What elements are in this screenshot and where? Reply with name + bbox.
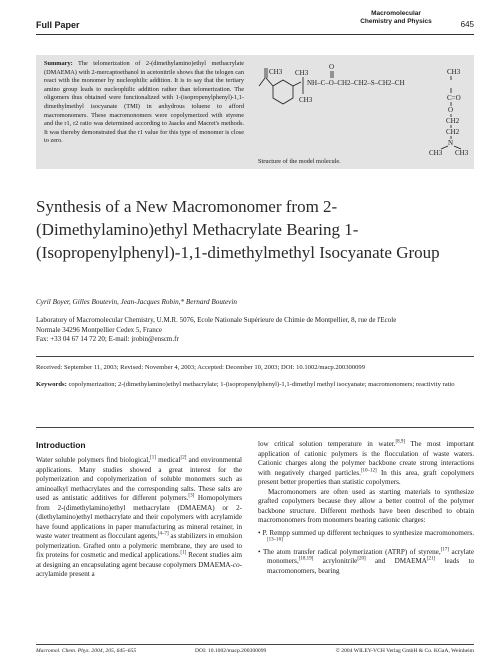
body-column-left: [36, 456, 242, 580]
footer-divider: [36, 644, 474, 645]
keywords: [36, 380, 476, 389]
footer-copyright: © 2004 WILEY-VCH Verlag GmbH & Co. KGaA, Weinheim: [335, 648, 474, 654]
contact-line: Fax: +33 04 67 14 72 20; E-mail: jrobin@enscm.fr: [36, 335, 179, 343]
intro-paragraph-1: Water soluble polymers find biological,[1] medical[2] and environmental applications. Many studies showed a great interest for the polymerization and copolymerization of soluble monomers such as aminoalkyl methacrylates and the corresponding salts. These salts are used as antistatic additives for different polymers.[3] Homopolymers from 2-(dimethylamino)ethyl methacrylate (DMAEMA) or 2-(diethylamino)ethyl methacrylate and their copolymers with acrylamide have found applications in paper manufacturing as mineral retainer, in waste water treatment as flocculant agents,[4–7] as stabilizers in emulsion polymerization. Grafted onto a polymeric membrane, they are used to fix proteins for cosmetic and medical applications.[1] Recent studies aim at designing an encapsulating agent because copolymers DMAEMA-co-acrylamide present a: [36, 455, 243, 578]
divider: [36, 356, 474, 357]
list-item: • The atom transfer radical polymerization (ATRP) of styrene,[17] acrylate monomers,[18,19] acrylonitrile[20] and DMAEMA[21] leads to macromonomers, bearing: [258, 547, 474, 575]
bond: [259, 78, 265, 86]
affiliation: [36, 316, 476, 345]
section-label: Full Paper: [36, 20, 80, 30]
fig-label: N: [448, 139, 454, 147]
model-molecule-figure: [255, 60, 470, 156]
intro-paragraph-2: low critical solution temperature in water.[8,9] The most important application of cationic polymers is the flocculation of waste waters. Cationic charges along the polymer backbone create strong interactions with negatively charged particles.[10–12] In this area, graft copolymers present better properties than statistic copolymers.: [258, 439, 474, 486]
fig-label: CH3: [299, 96, 313, 104]
fig-label: CH2: [446, 128, 460, 136]
fig-label: CH3: [455, 149, 469, 156]
fig-label: O: [329, 63, 335, 71]
journal-name-line1: Macromolecular: [371, 10, 421, 17]
summary-text: [44, 60, 244, 146]
affiliation-line: Laboratory of Macromolecular Chemistry, U.M.R. 5076, Ecole Nationale Supérieure de Chimie de Montpellier, 8, rue de l'Ecole: [36, 316, 397, 324]
authors: Cyril Boyer, Gilles Boutevin, Jean-Jacques Robin,* Bernard Boutevin: [36, 298, 237, 306]
footer-doi: DOI: 10.1002/macp.200300099: [195, 648, 267, 654]
journal-name-line2: Chemistry and Physics: [360, 18, 432, 25]
paper-title: Synthesis of a New Macromonomer from 2-(Dimethylamino)ethyl Methacrylate Bearing 1-(Isopropenylphenyl)-1,1-dimethylmethyl Isocyanate Group: [36, 197, 440, 262]
summary-label: Summary:: [44, 60, 73, 67]
journal-name: [342, 10, 450, 26]
fig-label: O: [448, 106, 454, 114]
section-heading: Introduction: [36, 440, 86, 450]
intro-paragraph-3: Macromonomers are often used as starting materials to synthesize grafted copolymers because they allow a better control of the polymer backbone structure. Different methods have been described to obtain macromonomers from monomers bearing cationic charges:: [258, 487, 474, 524]
summary-body: The telomerization of 2-(dimethylamino)ethyl methacrylate (DMAEMA) with 2-mercaptoethanol in acetonitrile shows that the telogen can react with the monomer by nucleophilic addition. It is to say that the tertiary amino group leads to nucleophilic addition rather than telomerization. The oligomers thus obtained were functionalized with 1-(isopropenylphenyl)-1,1-dimethylmethyl isocyanate (TMI) in anhydrous toluene to afford macromonomers. These macromonomers were copolymerized with styrene and the r1, r2 ratio was determined according to Jaacks and Macret's methods. It was thereby demonstrated that the r1 value for this type of monomer is close to zero.: [44, 60, 244, 145]
fig-label: CH3: [447, 68, 461, 76]
divider: [36, 427, 474, 428]
fig-label: CH3: [429, 149, 443, 156]
page-number: 645: [460, 20, 474, 29]
footer-citation: Macromol. Chem. Phys. 2004, 205, 645–655: [36, 648, 137, 654]
fig-label: CH3: [269, 68, 283, 76]
fig-label: CH3: [295, 69, 309, 77]
header-divider: [36, 34, 474, 35]
figure-caption: Structure of the model molecule.: [258, 158, 341, 165]
fig-label: C=O: [447, 94, 461, 102]
fig-label: NH–C–O–CH2–CH2–S–CH2–CH: [307, 79, 405, 87]
bond: [293, 82, 301, 86]
received-dates: Received: September 11, 2003; Revised: November 4, 2003; Accepted: December 10, 2003; DOI: 10.1002/macp.200300099: [36, 364, 366, 371]
benzene-ring: [273, 80, 293, 104]
fig-label: CH2: [446, 117, 460, 125]
bond: [266, 78, 273, 86]
list-item: • P. Rempp summed up different techniques to synthesize macromonomers.[13–16]: [258, 528, 474, 543]
keywords-label: Keywords:: [36, 381, 67, 388]
body-column-right: [258, 440, 474, 576]
keywords-list: copolymerization; 2-(dimethylamino)ethyl methacrylate; 1-(isopropenylphenyl)-1,1-dimethyl methyl isocyanate; macromonomers; reactivity ratio: [68, 381, 455, 388]
affiliation-line: Normale 34296 Montpellier Cedex 5, France: [36, 325, 162, 334]
